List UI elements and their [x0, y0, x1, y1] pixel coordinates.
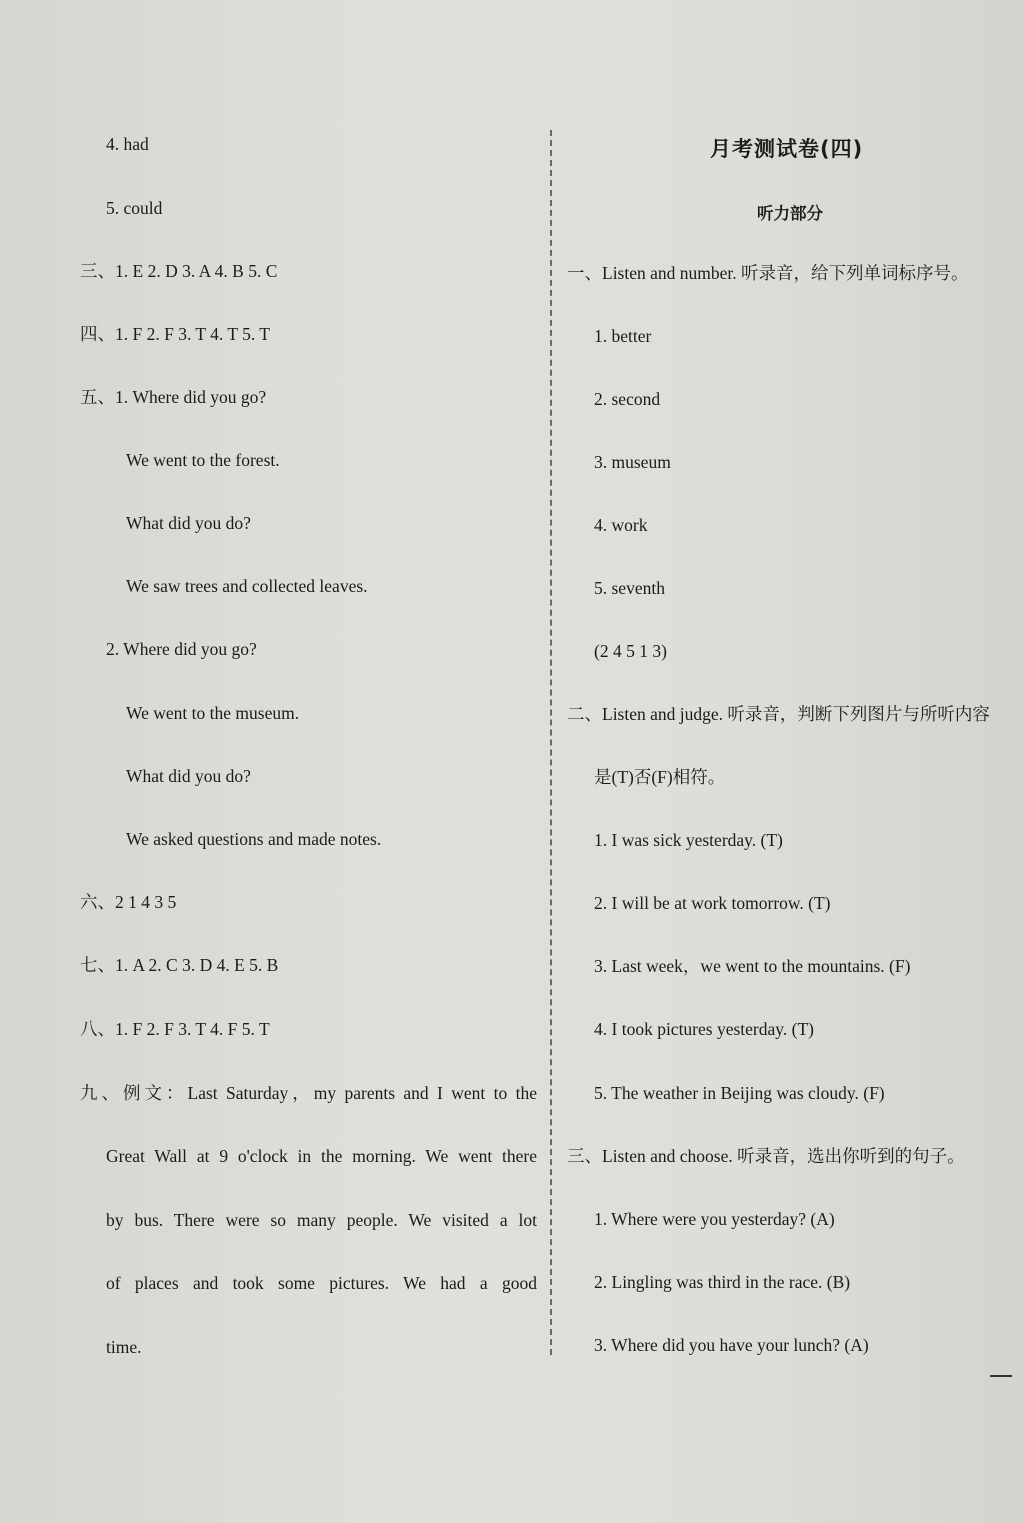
essay-line: of places and took some pictures. We had a good [106, 1273, 537, 1293]
answer-line: 1. better [594, 326, 652, 346]
question-heading-cont: 是(T)否(F)相符。 [594, 767, 726, 787]
answer-line: 1. I was sick yesterday. (T) [594, 830, 783, 850]
answer-line: 4. I took pictures yesterday. (T) [594, 1019, 814, 1039]
answer-line: We saw trees and collected leaves. [126, 576, 368, 596]
answer-line: 2. second [594, 389, 661, 409]
answer-line: 三、1. E 2. D 3. A 4. B 5. C [80, 261, 278, 281]
margin-dash [990, 1375, 1012, 1377]
answer-line: 2. I will be at work tomorrow. (T) [594, 893, 831, 913]
essay-line: by bus. There were so many people. We visited a lot [106, 1210, 537, 1230]
essay-first-line: 九、例文：Last Saturday，my parents and I went to the [80, 1083, 537, 1103]
answer-line: 4. work [594, 515, 648, 535]
answer-line: 五、1. Where did you go? [80, 387, 267, 407]
answer-line: 3. Last week，we went to the mountains. (F) [594, 956, 911, 976]
section-subtitle: 听力部分 [757, 204, 823, 223]
answer-line: (2 4 5 1 3) [594, 641, 667, 661]
answer-line: What did you do? [126, 766, 251, 786]
essay-line: time. [106, 1337, 142, 1357]
question-heading: 三、Listen and choose. 听录音，选出你听到的句子。 [567, 1146, 965, 1166]
answer-line: What did you do? [126, 513, 251, 533]
answer-line: We went to the museum. [126, 703, 300, 723]
answer-line: We went to the forest. [126, 450, 280, 470]
question-heading: 二、Listen and judge. 听录音，判断下列图片与所听内容 [567, 704, 990, 724]
answer-line: 2. Where did you go? [106, 639, 257, 659]
question-heading: 一、Listen and number. 听录音，给下列单词标序号。 [567, 263, 969, 283]
answer-line: 5. The weather in Beijing was cloudy. (F) [594, 1083, 885, 1103]
answer-line: 5. seventh [594, 578, 665, 598]
answer-line: 七、1. A 2. C 3. D 4. E 5. B [80, 955, 279, 975]
answer-line: 六、2 1 4 3 5 [80, 892, 177, 912]
answer-line: 5. could [106, 198, 163, 218]
answer-line: 1. Where were you yesterday? (A) [594, 1209, 835, 1229]
essay-line: Great Wall at 9 o'clock in the morning. We went there [106, 1146, 537, 1166]
answer-line: 2. Lingling was third in the race. (B) [594, 1272, 851, 1292]
answer-line: 4. had [106, 134, 149, 154]
answer-line: We asked questions and made notes. [126, 829, 382, 849]
section-title: 月考测试卷(四) [710, 137, 864, 161]
column-divider [550, 130, 552, 1355]
answer-line: 四、1. F 2. F 3. T 4. T 5. T [80, 324, 270, 344]
answer-line: 3. Where did you have your lunch? (A) [594, 1335, 869, 1355]
answer-line: 八、1. F 2. F 3. T 4. F 5. T [80, 1019, 270, 1039]
answer-line: 3. museum [594, 452, 671, 472]
